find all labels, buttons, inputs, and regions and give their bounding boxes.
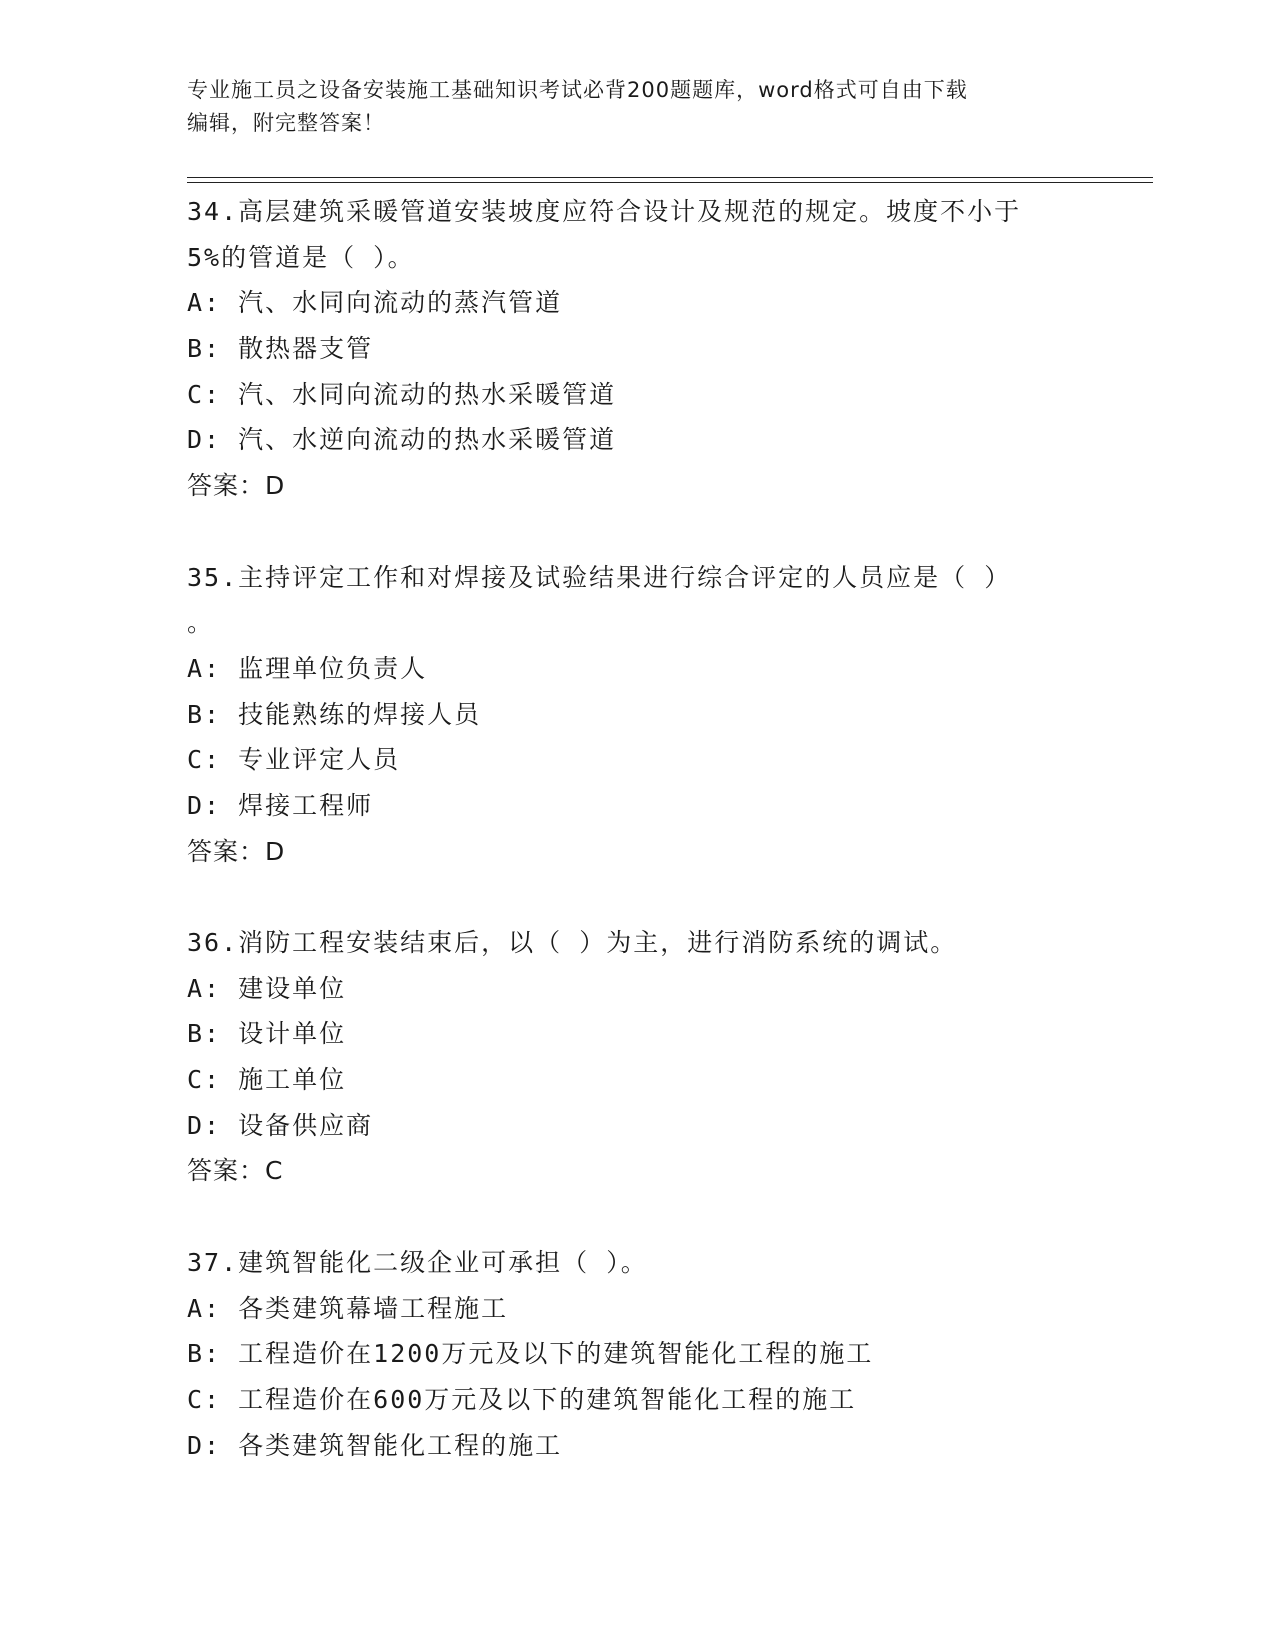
question-stem: 34.高层建筑采暖管道安装坡度应符合设计及规范的规定。坡度不小于: [187, 197, 1022, 226]
option-b: B: 散热器支管: [187, 334, 374, 364]
option-c: C: 汽、水同向流动的热水采暖管道: [187, 379, 617, 409]
option-b: B: 技能熟练的焊接人员: [187, 699, 482, 729]
answer: 答案：D: [187, 836, 286, 866]
question-stem: 36.消防工程安装结束后，以（ ）为主，进行消防系统的调试。: [187, 928, 958, 957]
question-34: [187, 189, 1087, 555]
question-35: [187, 555, 1087, 921]
option-c: C: 专业评定人员: [187, 745, 401, 775]
option-a: A: 汽、水同向流动的蒸汽管道: [187, 288, 563, 318]
question-stem: 37.建筑智能化二级企业可承担（ ）。: [187, 1247, 648, 1277]
option-b: B: 设计单位: [187, 1019, 347, 1049]
header-line-2: 编辑，附完整答案！: [187, 111, 385, 135]
header-line-1: 专业施工员之设备安装施工基础知识考试必背200题题库，word格式可自由下载: [187, 78, 968, 102]
document-header: [187, 74, 1067, 140]
question-list: [187, 189, 1087, 1468]
option-c: C: 工程造价在600万元及以下的建筑智能化工程的施工: [187, 1384, 857, 1414]
option-d: D: 汽、水逆向流动的热水采暖管道: [187, 425, 617, 455]
header-divider-top: [187, 177, 1153, 178]
question-stem: 。: [187, 608, 215, 638]
answer: 答案：D: [187, 471, 286, 501]
header-divider-bottom: [187, 182, 1153, 183]
option-d: D: 各类建筑智能化工程的施工: [187, 1430, 563, 1460]
spacer: [187, 509, 1087, 555]
answer: 答案：C: [187, 1156, 284, 1186]
spacer: [187, 874, 1087, 920]
question-stem: 35.主持评定工作和对焊接及试验结果进行综合评定的人员应是（ ）: [187, 562, 1012, 592]
question-stem: 5%的管道是（ ）。: [187, 242, 415, 272]
option-a: A: 监理单位负责人: [187, 653, 428, 683]
option-a: A: 建设单位: [187, 973, 347, 1003]
question-37: [187, 1240, 1087, 1468]
spacer: [187, 1194, 1087, 1240]
option-d: D: 设备供应商: [187, 1110, 374, 1140]
option-c: C: 施工单位: [187, 1065, 347, 1095]
option-d: D: 焊接工程师: [187, 790, 374, 820]
option-a: A: 各类建筑幕墙工程施工: [187, 1293, 509, 1323]
question-36: [187, 920, 1087, 1240]
option-b: B: 工程造价在1200万元及以下的建筑智能化工程的施工: [187, 1339, 874, 1369]
